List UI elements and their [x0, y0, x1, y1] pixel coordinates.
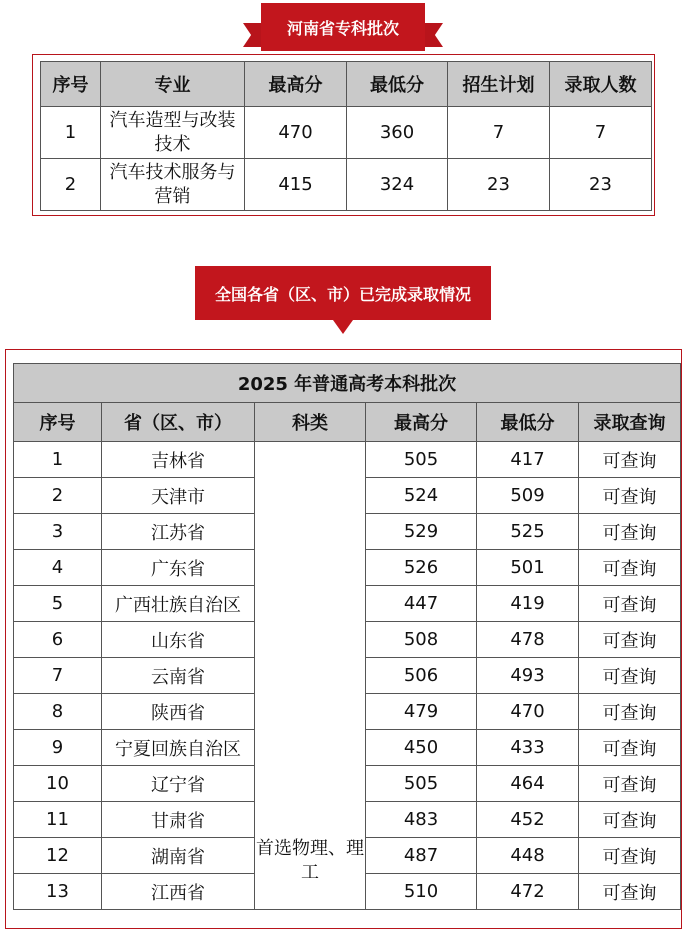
cell-no: 3 — [14, 514, 102, 550]
cell-province: 湖南省 — [102, 838, 255, 874]
cell-no: 4 — [14, 550, 102, 586]
cell-no: 6 — [14, 622, 102, 658]
cell-max: 508 — [366, 622, 477, 658]
cell-min: 417 — [477, 442, 579, 478]
cell-max: 470 — [245, 107, 347, 159]
cell-plan: 23 — [448, 159, 550, 211]
cell-max: 505 — [366, 766, 477, 802]
cell-no: 1 — [41, 107, 101, 159]
cell-province: 广西壮族自治区 — [102, 586, 255, 622]
cell-max: 487 — [366, 838, 477, 874]
cell-min: 509 — [477, 478, 579, 514]
cell-province: 江西省 — [102, 874, 255, 910]
cell-major: 汽车技术服务与营销 — [101, 159, 245, 211]
henan-table — [40, 61, 652, 211]
table-row — [41, 107, 652, 159]
national-table-title: 2025 年普通高考本科批次 — [14, 364, 681, 403]
cell-min: 478 — [477, 622, 579, 658]
cell-province: 山东省 — [102, 622, 255, 658]
cell-query[interactable]: 可查询 — [579, 550, 681, 586]
cell-province: 天津市 — [102, 478, 255, 514]
cell-query[interactable]: 可查询 — [579, 874, 681, 910]
table-row — [41, 159, 652, 211]
col-header-min: 最低分 — [477, 403, 579, 442]
cell-min: 448 — [477, 838, 579, 874]
henan-banner-title: 河南省专科批次 — [261, 3, 425, 51]
cell-no: 1 — [14, 442, 102, 478]
cell-query[interactable]: 可查询 — [579, 658, 681, 694]
cell-province: 辽宁省 — [102, 766, 255, 802]
national-banner: 全国各省（区、市）已完成录取情况 — [195, 266, 491, 320]
cell-min: 472 — [477, 874, 579, 910]
cell-max: 524 — [366, 478, 477, 514]
cell-admitted: 7 — [550, 107, 652, 159]
cell-min: 464 — [477, 766, 579, 802]
cell-query[interactable]: 可查询 — [579, 622, 681, 658]
cell-query[interactable]: 可查询 — [579, 766, 681, 802]
cell-min: 324 — [347, 159, 448, 211]
cell-max: 479 — [366, 694, 477, 730]
cell-max: 415 — [245, 159, 347, 211]
cell-province: 吉林省 — [102, 442, 255, 478]
cell-province: 宁夏回族自治区 — [102, 730, 255, 766]
cell-min: 493 — [477, 658, 579, 694]
cell-province: 云南省 — [102, 658, 255, 694]
cell-query[interactable]: 可查询 — [579, 730, 681, 766]
cell-query[interactable]: 可查询 — [579, 586, 681, 622]
cell-max: 483 — [366, 802, 477, 838]
cell-min: 452 — [477, 802, 579, 838]
col-header-province: 省（区、市） — [102, 403, 255, 442]
cell-no: 10 — [14, 766, 102, 802]
cell-max: 510 — [366, 874, 477, 910]
col-header-max: 最高分 — [245, 62, 347, 107]
col-header-no: 序号 — [14, 403, 102, 442]
cell-no: 2 — [14, 478, 102, 514]
col-header-max: 最高分 — [366, 403, 477, 442]
cell-no: 8 — [14, 694, 102, 730]
national-table — [13, 363, 681, 910]
cell-max: 450 — [366, 730, 477, 766]
cell-min: 433 — [477, 730, 579, 766]
table-title-row — [14, 364, 681, 403]
cell-min: 525 — [477, 514, 579, 550]
cell-no: 9 — [14, 730, 102, 766]
col-header-query: 录取查询 — [579, 403, 681, 442]
col-header-plan: 招生计划 — [448, 62, 550, 107]
cell-min: 470 — [477, 694, 579, 730]
table-header-row — [41, 62, 652, 107]
cell-query[interactable]: 可查询 — [579, 694, 681, 730]
cell-category: 首选物理、理工 — [255, 442, 366, 910]
cell-min: 360 — [347, 107, 448, 159]
cell-major: 汽车造型与改装技术 — [101, 107, 245, 159]
cell-admitted: 23 — [550, 159, 652, 211]
cell-max: 505 — [366, 442, 477, 478]
cell-no: 13 — [14, 874, 102, 910]
cell-max: 506 — [366, 658, 477, 694]
cell-query[interactable]: 可查询 — [579, 478, 681, 514]
col-header-no: 序号 — [41, 62, 101, 107]
cell-max: 526 — [366, 550, 477, 586]
banner-pointer — [333, 320, 353, 334]
ribbon-tail-right — [425, 23, 443, 47]
cell-query[interactable]: 可查询 — [579, 802, 681, 838]
cell-province: 广东省 — [102, 550, 255, 586]
cell-max: 447 — [366, 586, 477, 622]
table-header-row — [14, 403, 681, 442]
cell-province: 甘肃省 — [102, 802, 255, 838]
cell-min: 419 — [477, 586, 579, 622]
cell-province: 陕西省 — [102, 694, 255, 730]
cell-no: 11 — [14, 802, 102, 838]
cell-no: 7 — [14, 658, 102, 694]
cell-plan: 7 — [448, 107, 550, 159]
col-header-admitted: 录取人数 — [550, 62, 652, 107]
cell-no: 2 — [41, 159, 101, 211]
cell-no: 5 — [14, 586, 102, 622]
cell-query[interactable]: 可查询 — [579, 514, 681, 550]
col-header-category: 科类 — [255, 403, 366, 442]
cell-query[interactable]: 可查询 — [579, 838, 681, 874]
table-row — [14, 442, 681, 478]
henan-banner — [243, 3, 443, 51]
col-header-min: 最低分 — [347, 62, 448, 107]
col-header-major: 专业 — [101, 62, 245, 107]
cell-min: 501 — [477, 550, 579, 586]
cell-max: 529 — [366, 514, 477, 550]
cell-province: 江苏省 — [102, 514, 255, 550]
cell-query[interactable]: 可查询 — [579, 442, 681, 478]
ribbon-tail-left — [243, 23, 261, 47]
cell-no: 12 — [14, 838, 102, 874]
